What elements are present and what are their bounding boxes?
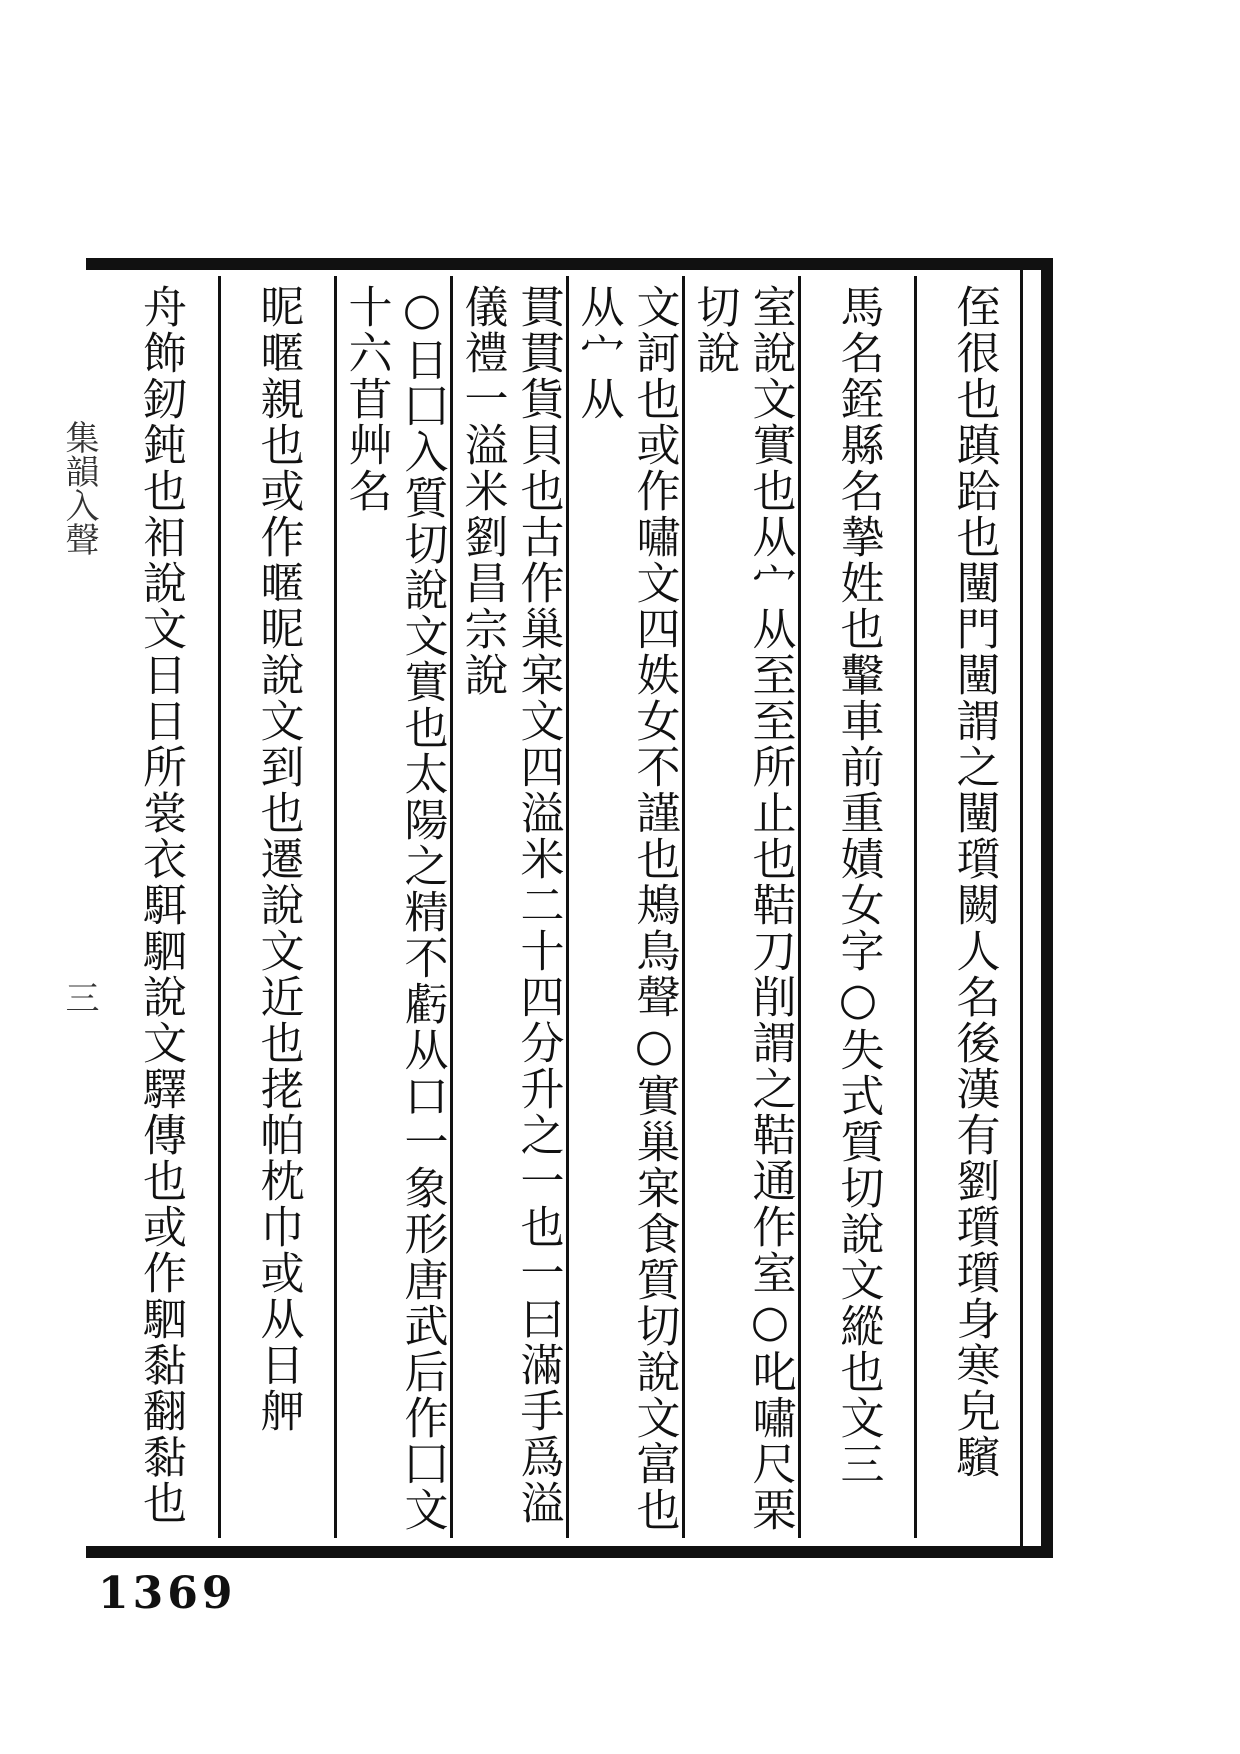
text-column-1 xyxy=(914,276,1030,1538)
column-text: 侄很也蹎跲也闉門闉謂之闉瓆闕人名後漢有劉瓆瓆身寒皃驞 xyxy=(948,284,1000,1480)
column-text: 室說文實也从宀从至至所止也鞊刀削謂之鞊通作室○叱嘯尺栗切說 xyxy=(688,284,796,1533)
text-columns xyxy=(100,276,1030,1538)
text-column-5 xyxy=(450,276,566,1538)
text-column-3 xyxy=(682,276,798,1538)
text-column-4 xyxy=(566,276,682,1538)
column-text: 文訶也或作嘯文四妷女不謹也鴂鳥聲○實巢宲食質切說文富也从宀从 xyxy=(572,284,680,1533)
margin-strip xyxy=(59,420,99,1520)
text-column-6 xyxy=(334,276,450,1538)
column-text: 舟飾釰鈍也衵說文日日所裳衣駬駟說文驛傳也或作駟黏翻黏也 xyxy=(135,284,186,1526)
text-column-2 xyxy=(798,276,914,1538)
column-text: 貫貫貨貝也古作巢宲文四溢米二十四分升之一也一曰滿手爲溢儀禮一溢米劉昌宗說 xyxy=(456,284,564,1526)
column-text: 昵暱親也或作暱昵說文到也遷說文近也㧯帕枕巾或从日舺 xyxy=(252,284,304,1434)
column-text: ○日囗入質切說文實也太陽之精不虧从口一象形唐武后作囗文十六苜艸名 xyxy=(340,284,448,1533)
page-number: 1369 xyxy=(98,1568,237,1619)
text-column-7 xyxy=(218,276,334,1538)
margin-leaf-number: 三 xyxy=(59,980,99,1014)
text-column-8 xyxy=(102,276,218,1538)
column-text: 馬名銍縣名摯姓也轚車前重嫧女字○失式質切說文縱也文三 xyxy=(832,284,884,1487)
margin-title: 集韻入聲 xyxy=(59,420,99,556)
